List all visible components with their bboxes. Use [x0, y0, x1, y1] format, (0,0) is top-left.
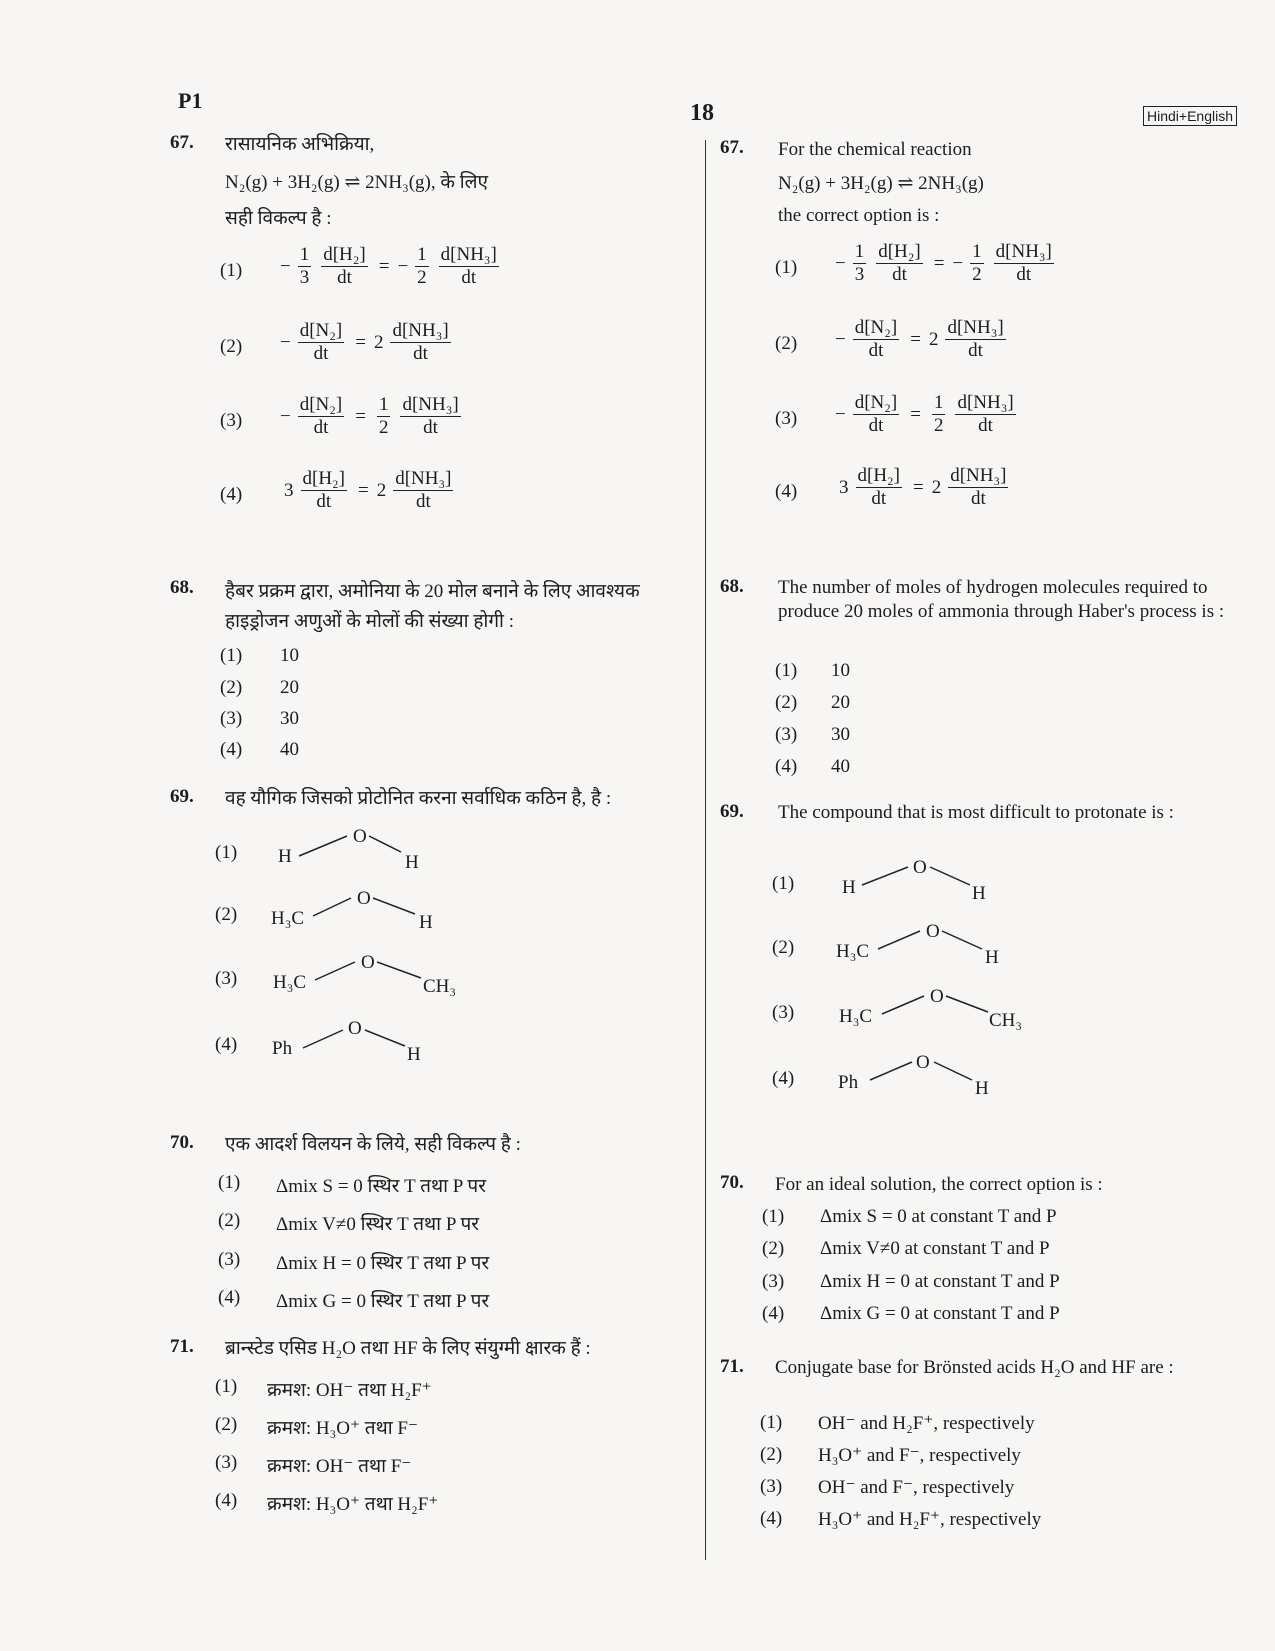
column-divider [705, 140, 706, 1560]
option-number: (3) [220, 410, 243, 431]
bond-lines [215, 826, 475, 886]
bond-lines [772, 1052, 1032, 1112]
question-number: 70. [720, 1172, 744, 1193]
option-4: (4) Ph O H [772, 1052, 1032, 1112]
rate-expression: − $\frac{\text{d[N₂]}}{dt}$ = 2 $\frac{\text{d[NH₃]}}{dt}$ [280, 320, 449, 364]
bond-lines [772, 986, 1052, 1046]
left-group: Ph [838, 1072, 859, 1093]
question-text: एक आदर्श विलयन के लिये, सही विकल्प है : [225, 1134, 521, 1155]
question-text: हैबर प्रक्रम द्वारा, अमोनिया के 20 मोल बनाने के लिए आवश्यक हाइड्रोजन अणुओं के मोलों की संख्या होगी : [225, 581, 640, 632]
question-number: 71. [720, 1356, 744, 1377]
left-group: H₃C [836, 941, 870, 962]
exam-page: P1 18 Hindi+English 67. रासायनिक अभिक्रिया, N₂(g) + 3H₂(g) ⇌ 2NH₃(g), के लिए सही विकल्प है : (1) − $\frac{1}{3}$ $\frac{\text{d[H₂]}}{dt}$ = − $\frac{1}{2}$ $\frac{\text{d[NH₃]}}{dt}$ (2) − $\frac{\text{d[N₂]}}{dt}$ = 2 $\frac{\text{d[NH₃]}}{dt}$ (3) − $\frac{\text{d[N₂]}}{dt}$ = $\frac{1}{2}$ $\frac{\text{d[NH₃]}}{dt}$ (4) 3 $\frac{\text{d[H₂]}}{dt}$ = 2 $\frac{\text{d[NH₃]}}{dt}$ 68. हैबर प्रक्रम द्वारा, अमोनिया के 20 मोल बनाने के लिए आवश्यक हाइड्रोजन अणुओं के मोलों की संख्या होगी : (1) 10 (2) 20 (3) 30 (4) 40 69. वह यौगिक जिसको प्रोटोनित करना सर्वाधिक कठिन है, है : (1) H O H (2) H₃C O H (3) H₃C O CH₃ (4) Ph O H 70. एक आदर्श विलयन के लिये, सही विकल्प है : (1) Δmix S = 0 स्थिर T तथा P पर (2) Δmix V≠0 स्थिर T तथा P पर (3) Δmix H = 0 स्थिर T तथा P पर (4) Δmix G = 0 स्थिर T तथा P पर 71. ब्रान्स्टेड एसिड H₂O तथा HF के लिए संयुग्मी क्षारक हैं : (1) क्रमश: OH⁻ तथा H₂F⁺ (2) क्रमश: H₃O⁺ तथा F⁻ (3) क्रमश: OH⁻ तथा F⁻ (4) क्रमश: H₃O⁺ तथा H₂F⁺ 67. For the chemical reaction N₂(g) + 3H₂(g) ⇌ 2NH₃(g) the correct option is : (1) − $\frac{1}{3}$ $\frac{\text{d[H₂]}}{dt}$ = − $\frac{1}{2}$ $\frac{\text{d[NH₃]}}{dt}$ (2) − $\frac{\text{d[N₂]}}{dt}$ = 2 $\frac{\text{d[NH₃]}}{dt}$ (3) − $\frac{\text{d[N₂]}}{dt}$ = $\frac{1}{2}$ $\frac{\text{d[NH₃]}}{dt}$ (4) 3 $\frac{\text{d[H₂]}}{dt}$ = 2 $\frac{\text{d[NH₃]}}{dt}$ 68. The number of moles of hydrogen molecules required to produce 20 moles of ammonia through Haber's process is : (1) 10 (2) 20 (3) 30 (4) 40 69. The compound that is most difficult to protonate is : (1) H O H (2) H₃C O H (3) H₃C O CH₃ (4) Ph O H 70. For an ideal solution, the correct option is : (1) Δmix S = 0 at constant T and P (2) Δmix V≠0 at constant T and P (3) Δmix H = 0 at constant T and P (4) Δmix G = 0 at constant T and P 71. Conjugate base for Brönsted acids H₂O and HF are : (1) OH⁻ and H₂F⁺, respectively (2) H₃O⁺ and F⁻, respectively (3) OH⁻ and F⁻, respectively (4) H₃O⁺ and H₂F⁺, respectively [0, 0, 1275, 1651]
right-group: H [975, 1078, 989, 1099]
rate-expression: − $\frac{\text{d[N₂]}}{dt}$ = $\frac{1}{2}$ $\frac{\text{d[NH₃]}}{dt}$ [835, 392, 1014, 436]
oxygen-atom: O [913, 857, 927, 878]
question-number: 70. [170, 1132, 194, 1153]
option-number: (1) [220, 260, 243, 281]
bond-lines [772, 857, 1032, 917]
question-prompt: सही विकल्प है : [225, 208, 332, 229]
oxygen-atom: O [930, 986, 944, 1007]
question-reaction: N₂(g) + 3H₂(g) ⇌ 2NH₃(g) [778, 173, 984, 194]
question-number: 68. [720, 576, 744, 597]
right-group: H [407, 1044, 421, 1065]
left-group: H [278, 846, 292, 867]
right-group: H [405, 852, 419, 873]
question-text: वह यौगिक जिसको प्रोटोनित करना सर्वाधिक कठिन है, है : [225, 788, 612, 809]
question-number: 71. [170, 1336, 194, 1357]
oxygen-atom: O [348, 1018, 362, 1039]
bond-lines [215, 1018, 475, 1078]
question-text: For an ideal solution, the correct option is : [775, 1174, 1103, 1195]
left-group: H [842, 877, 856, 898]
question-number: 68. [170, 577, 194, 598]
option-4: (4) Ph O H [215, 1018, 475, 1078]
rate-expression: − $\frac{\text{d[N₂]}}{dt}$ = $\frac{1}{2}$ $\frac{\text{d[NH₃]}}{dt}$ [280, 394, 459, 438]
oxygen-atom: O [357, 888, 371, 909]
right-group: CH₃ [989, 1010, 1023, 1031]
rate-expression: − $\frac{\text{d[N₂]}}{dt}$ = 2 $\frac{\text{d[NH₃]}}{dt}$ [835, 317, 1004, 361]
bond-lines [772, 921, 1032, 981]
question-text: ब्रान्स्टेड एसिड H₂O तथा HF के लिए संयुग्मी क्षारक हैं : [225, 1338, 591, 1359]
language-badge: Hindi+English [1143, 106, 1237, 126]
bond-lines [215, 952, 495, 1012]
right-group: CH₃ [423, 976, 457, 997]
page-number: 18 [690, 100, 714, 126]
oxygen-atom: O [353, 826, 367, 847]
option-3: (3) H₃C O CH₃ [215, 952, 495, 1012]
question-number: 67. [170, 132, 194, 153]
rate-expression: − $\frac{1}{3}$ $\frac{\text{d[H₂]}}{dt}$ = − $\frac{1}{2}$ $\frac{\text{d[NH₃]}}{dt}$ [835, 241, 1052, 285]
oxygen-atom: O [926, 921, 940, 942]
option-1: (1) H O H [215, 826, 475, 886]
bond-lines [215, 888, 475, 948]
option-2: (2) H₃C O H [215, 888, 475, 948]
left-group: H₃C [271, 908, 305, 929]
left-group: H₃C [839, 1006, 873, 1027]
question-text: रासायनिक अभिक्रिया, [225, 134, 375, 155]
question-text: Conjugate base for Brönsted acids H₂O and HF are : [775, 1357, 1174, 1378]
right-group: H [419, 912, 433, 933]
question-number: 67. [720, 137, 744, 158]
oxygen-atom: O [361, 952, 375, 973]
option-3: (3) H₃C O CH₃ [772, 986, 1052, 1046]
option-number: (2) [220, 336, 243, 357]
option-number: (4) [220, 484, 243, 505]
rate-expression: − $\frac{1}{3}$ $\frac{\text{d[H₂]}}{dt}$ = − $\frac{1}{2}$ $\frac{\text{d[NH₃]}}{dt}$ [280, 244, 497, 288]
right-group: H [985, 947, 999, 968]
right-group: H [972, 883, 986, 904]
paper-code: P1 [178, 88, 203, 113]
rate-expression: 3 $\frac{\text{d[H₂]}}{dt}$ = 2 $\frac{\text{d[NH₃]}}{dt}$ [839, 465, 1007, 509]
question-text: The number of moles of hydrogen molecules required to produce 20 moles of ammonia through Haber's process is : [778, 577, 1225, 622]
question-reaction: N₂(g) + 3H₂(g) ⇌ 2NH₃(g), के लिए [225, 172, 489, 193]
option-1: (1) H O H [772, 857, 1032, 917]
left-group: Ph [272, 1038, 293, 1059]
question-prompt: the correct option is : [778, 205, 940, 226]
left-group: H₃C [273, 972, 307, 993]
oxygen-atom: O [916, 1052, 930, 1073]
question-text: The compound that is most difficult to protonate is : [778, 802, 1174, 823]
rate-expression: 3 $\frac{\text{d[H₂]}}{dt}$ = 2 $\frac{\text{d[NH₃]}}{dt}$ [284, 468, 452, 512]
option-2: (2) H₃C O H [772, 921, 1032, 981]
question-number: 69. [720, 801, 744, 822]
question-number: 69. [170, 786, 194, 807]
question-text: For the chemical reaction [778, 139, 972, 160]
